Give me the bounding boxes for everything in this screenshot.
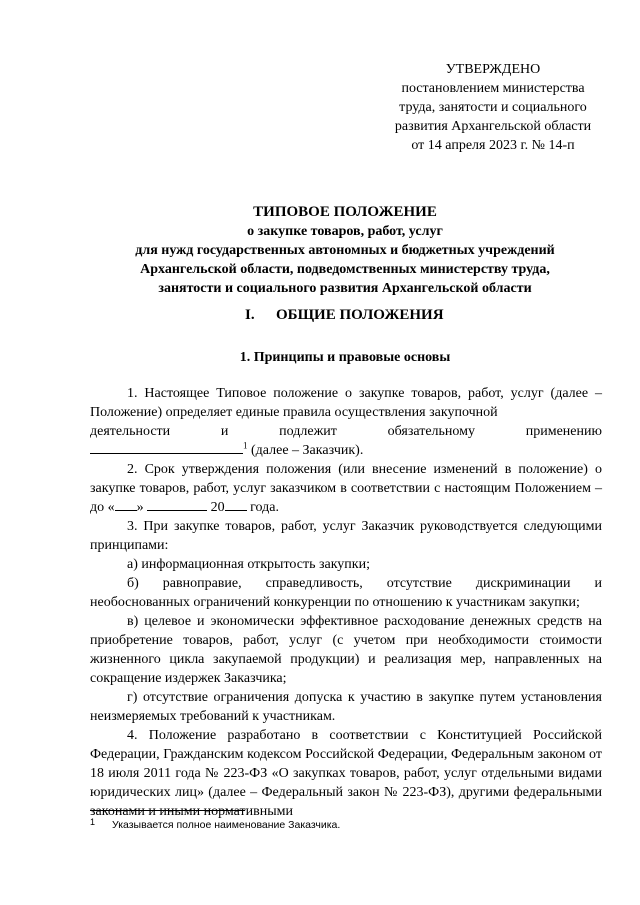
title-line-2: для нужд государственных автономных и бюджетных учреждений: [135, 243, 555, 258]
document-title: [90, 202, 600, 298]
title-main: ТИПОВОЕ ПОЛОЖЕНИЕ: [253, 204, 437, 220]
footnote-number: 1: [90, 817, 96, 827]
paragraph-3c: в) целевое и экономически эффективное расходование денежных средств на приобретение товаров, работ, услуг (с учетом при необходимости стоимости жизненного цикла закупаемой продукции) и реализация мер, направленных на сокращение издержек Заказчика;: [90, 614, 602, 686]
paragraph-2: [90, 460, 602, 517]
year-blank[interactable]: [225, 498, 247, 511]
paragraph-1-word: деятельности: [90, 424, 171, 439]
paragraph-1-end: (далее – Заказчик).: [247, 443, 364, 458]
paragraph-3d: г) отсутствие ограничения допуска к участию в закупке путем установления неизмеряемых требований к участникам.: [90, 690, 602, 724]
footnote-text: Указывается полное наименование Заказчика.: [112, 819, 341, 831]
paragraph-1-last-line: [90, 441, 602, 460]
year-prefix: 20: [210, 500, 225, 515]
paragraph-1: [90, 384, 602, 422]
paragraph-1-word: обязательному: [387, 424, 475, 439]
title-line-3: Архангельской области, подведомственных министерству труда,: [140, 262, 550, 277]
paragraph-1-justified-line: [90, 422, 602, 441]
paragraph-1-word: применению: [525, 424, 602, 439]
paragraph-3b: б) равноправие, справедливость, отсутствие дискриминации и необоснованных ограничений конкуренции по отношению к участникам закупки;: [90, 576, 602, 610]
approval-line-1: УТВЕРЖДЕНО: [445, 62, 541, 77]
footnote-ref: 1: [243, 440, 248, 451]
title-line-4: занятости и социального развития Архангельской области: [158, 281, 532, 296]
paragraph-2-end: года.: [246, 500, 279, 515]
paragraph-3a: а) информационная открытость закупки;: [127, 557, 370, 572]
quote-close: »: [136, 500, 144, 515]
approval-line-5: от 14 апреля 2023 г. № 14-п: [411, 138, 575, 153]
section-number: I.: [245, 307, 255, 323]
document-body: [90, 384, 602, 821]
paragraph-1-word: подлежит: [279, 424, 337, 439]
paragraph-3: 3. При закупке товаров, работ, услуг Заказчик руководствуется следующими принципами:: [90, 519, 602, 553]
approval-line-2: постановлением министерства: [401, 81, 585, 96]
subsection-heading: 1. Принципы и правовые основы: [239, 350, 451, 365]
paragraph-1-word: и: [220, 424, 229, 439]
section-name: ОБЩИЕ ПОЛОЖЕНИЯ: [276, 307, 444, 323]
footnote-divider: [90, 810, 245, 811]
paragraph-1-text: 1. Настоящее Типовое положение о закупке товаров, работ, услуг (далее – Положение) определяет единые правила осуществления закупочной: [90, 386, 602, 420]
paragraph-2-text: 2. Срок утверждения положения (или внесение изменений в положение) о закупке товаров, работ, услуг заказчиком в соответствии с настоящим Положением – до «: [90, 462, 602, 515]
approval-line-4: развития Архангельской области: [394, 119, 592, 134]
day-blank[interactable]: [115, 498, 137, 511]
title-line-1: о закупке товаров, работ, услуг: [247, 224, 443, 239]
paragraph-4: 4. Положение разработано в соответствии с Конституцией Российской Федерации, Гражданским кодексом Российской Федерации, Федеральным законом от 18 июля 2011 года № 223-ФЗ «О закупках товаров, работ, услуг отдельными видами юридических лиц» (далее – Федеральный закон № 223-ФЗ), другими федеральными законами и иными нормативными: [90, 728, 602, 819]
approval-line-3: труда, занятости и социального: [399, 100, 587, 115]
customer-name-blank[interactable]: [90, 441, 243, 454]
month-blank[interactable]: [147, 498, 207, 511]
approval-stamp: [368, 60, 618, 155]
